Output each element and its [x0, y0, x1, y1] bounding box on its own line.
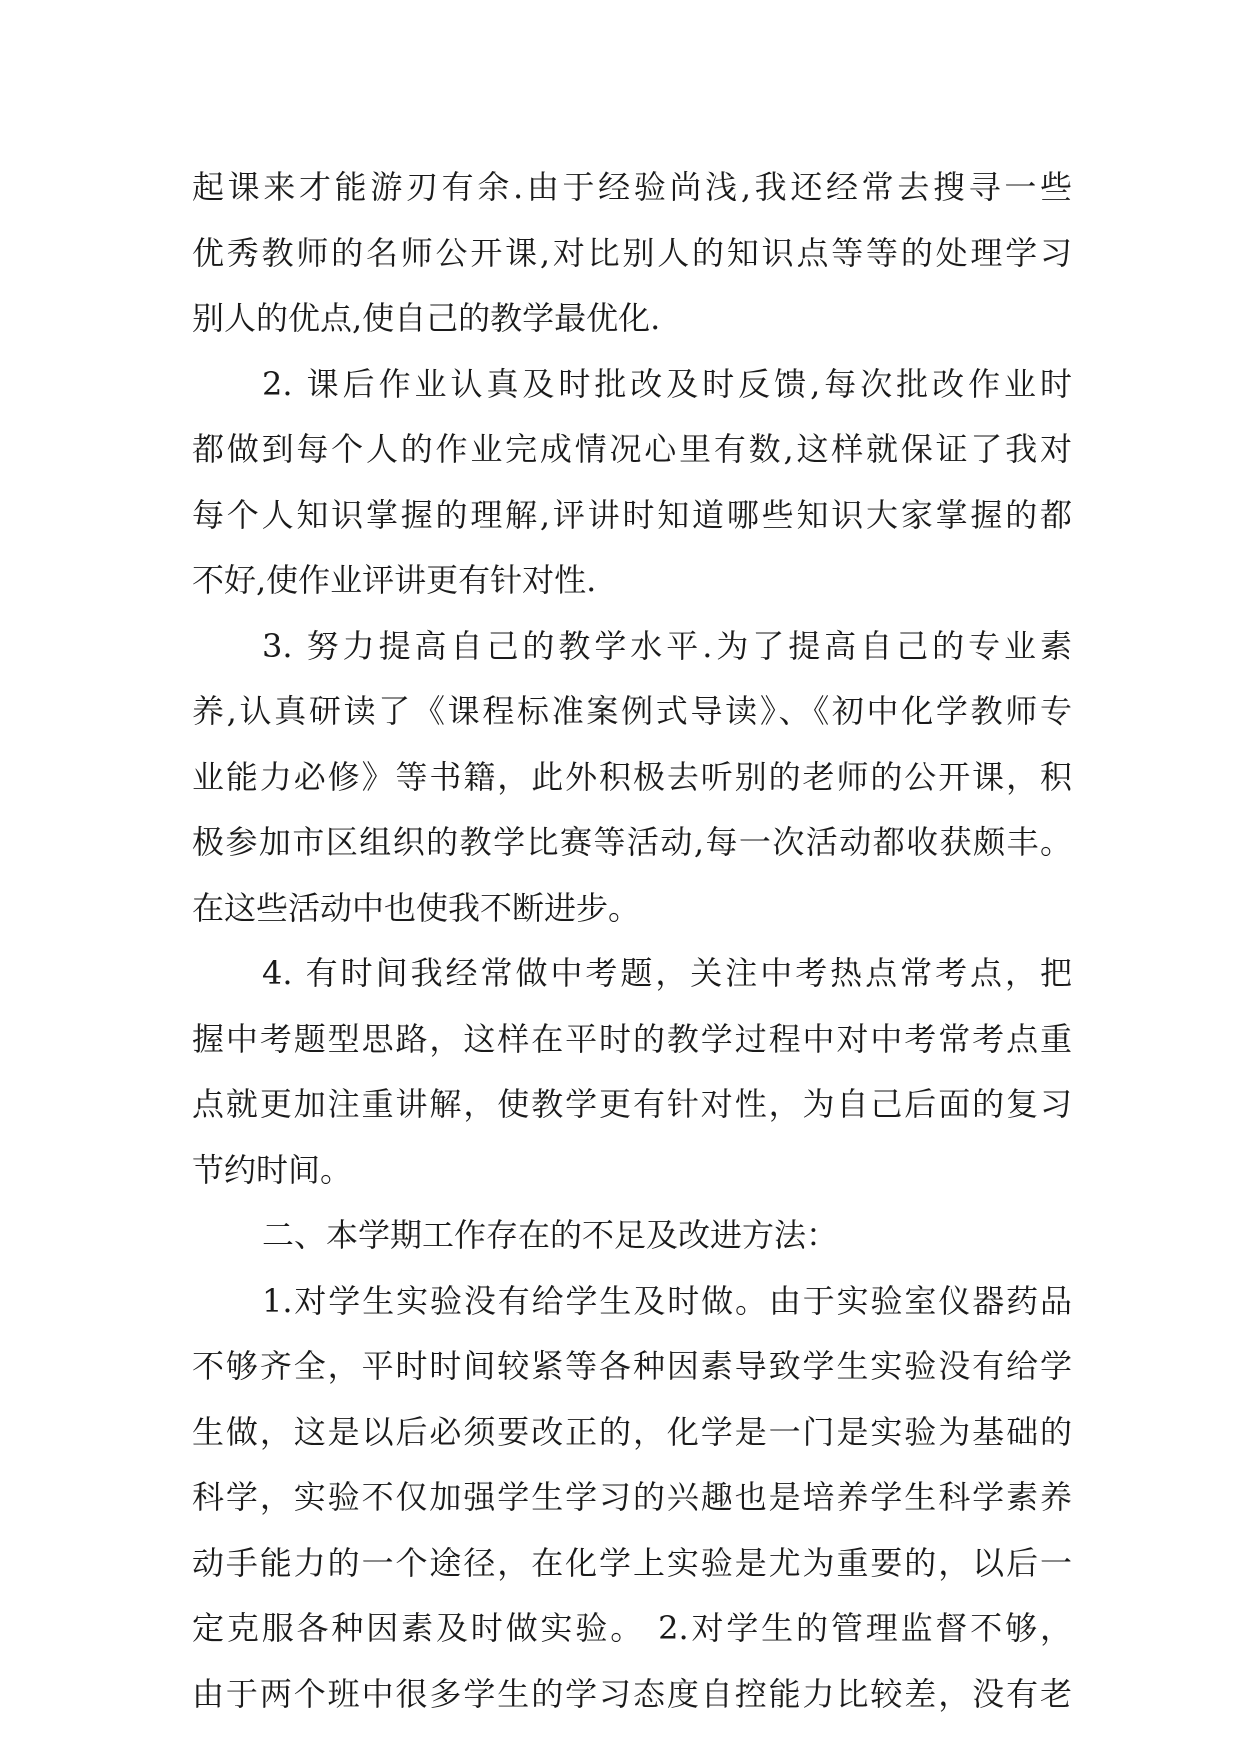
text-line: 在这些活动中也使我不断进步。 [192, 888, 641, 927]
text-line: 不够齐全，平时时间较紧等各种因素导致学生实验没有给学 [192, 1347, 1072, 1385]
text-line: 握中考题型思路，这样在平时的教学过程中对中考常考点重 [192, 1019, 1072, 1058]
text-line: 起课来才能游刃有余.由于经验尚浅,我还经常去搜寻一些 [192, 168, 1072, 206]
text-line: 都做到每个人的作业完成情况心里有数,这样就保证了我对 [192, 430, 1072, 468]
text-line: 别人的优点,使自己的教学最优化. [192, 299, 661, 337]
text-line: 由于两个班中很多学生的学习态度自控能力比较差，没有老 [192, 1674, 1072, 1713]
text-line: 业能力必修》等书籍，此外积极去听别的老师的公开课，积 [192, 757, 1072, 796]
text-line: 科学，实验不仅加强学生学习的兴趣也是培养学生科学素养 [192, 1478, 1072, 1516]
text-line: 点就更加注重讲解，使教学更有针对性，为自己后面的复习 [192, 1085, 1072, 1123]
text-line: 节约时间。 [192, 1150, 353, 1189]
text-line: 动手能力的一个途径，在化学上实验是尤为重要的，以后一 [192, 1543, 1072, 1582]
document-body [192, 155, 1072, 1727]
text-line: 2. 课后作业认真及时批改及时反馈,每次批改作业时 [262, 364, 1072, 403]
text-line: 定克服各种因素及时做实验。 2.对学生的管理监督不够， [192, 1609, 1072, 1647]
text-line: 生做，这是以后必须要改正的，化学是一门是实验为基础的 [192, 1412, 1072, 1451]
text-line: 不好,使作业评讲更有针对性. [192, 561, 597, 599]
text-line: 养,认真研读了《课程标准案例式导读》、《初中化学教师专 [192, 692, 1072, 730]
text-line: 4. 有时间我经常做中考题，关注中考热点常考点，把 [262, 954, 1072, 992]
text-line: 每个人知识掌握的理解,评讲时知道哪些知识大家掌握的都 [192, 495, 1072, 534]
text-line: 1.对学生实验没有给学生及时做。由于实验室仪器药品 [262, 1281, 1072, 1320]
text-line: 优秀教师的名师公开课,对比别人的知识点等等的处理学习 [192, 233, 1072, 272]
section-heading: 二、本学期工作存在的不足及改进方法： [262, 1216, 839, 1254]
text-line: 3. 努力提高自己的教学水平.为了提高自己的专业素 [262, 626, 1072, 665]
text-line: 极参加市区组织的教学比赛等活动,每一次活动都收获颇丰。 [192, 823, 1072, 861]
